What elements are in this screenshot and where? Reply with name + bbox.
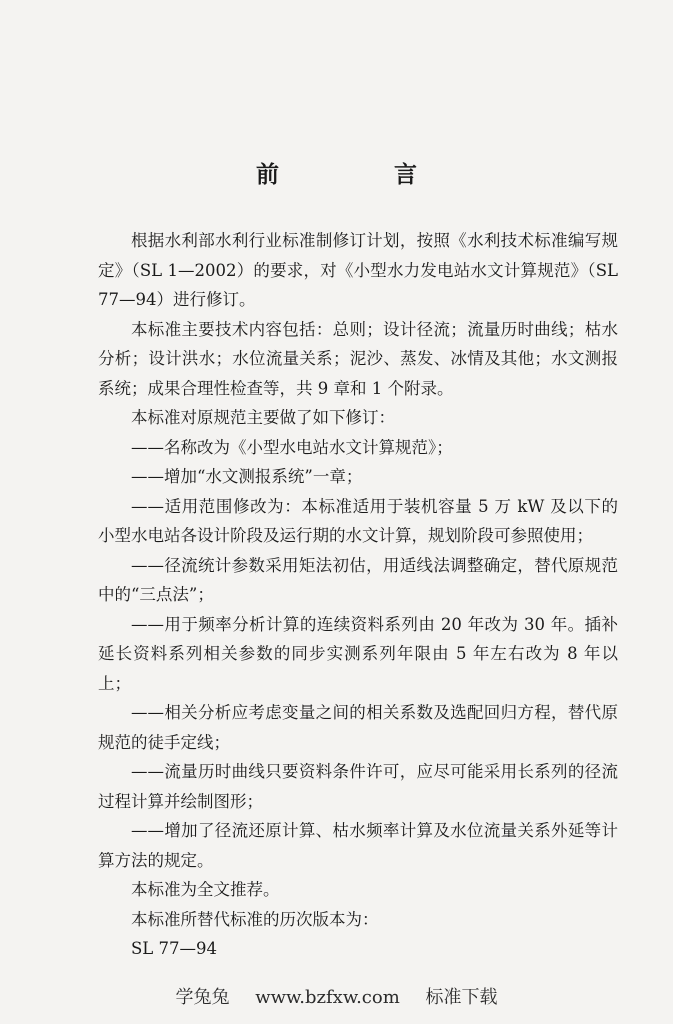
revision-item: ——增加“水文测报系统”一章； [131,467,363,486]
paragraph: 本标准所替代标准的历次版本为： [131,909,379,929]
revision-item: ——名称改为《小型水电站水文计算规范》； [131,437,453,457]
site-name: 学兔兔 [175,987,230,1008]
paragraph: 本标准对原规范主要做了如下修订： [131,408,395,427]
paragraph: 本标准为全文推荐。 [131,880,280,899]
revision-item: ——用于频率分析计算的连续资料系列由 20 年改为 30 年。插补延长资料系列相关参数的同步实测系列年限由 5 年左右改为 8 年以上； [98,614,618,693]
site-slogan: 标准下载 [425,987,498,1008]
paragraph: 根据水利部水利行业标准制修订计划，按照《水利技术标准编写规定》（SL 1—2002）的要求，对《小型水力发电站水文计算规范》（SL 77—94）进行修订。 [98,231,618,309]
revision-item: ——适用范围修改为：本标准适用于装机容量 5 万 kW 及以下的小型水电站各设计阶段及运行期的水文计算，规划阶段可参照使用； [98,496,618,545]
preface-body [98,226,618,964]
paragraph: 本标准主要技术内容包括：总则；设计径流；流量历时曲线；枯水分析；设计洪水；水位流量关系；泥沙、蒸发、冰情及其他；水文测报系统；成果合理性检查等，共 9 章和 1 个附录。 [98,319,618,398]
revision-item: ——径流统计参数采用矩法初估，用适线法调整确定，替代原规范中的“三点法”； [98,555,618,604]
page-title: 前 言 [256,162,463,188]
standard-code: SL 77—94 [131,939,217,958]
site-url[interactable]: www.bzfxw.com [255,987,400,1008]
revision-item: ——相关分析应考虑变量之间的相关系数及选配回归方程，替代原规范的徒手定线； [98,703,618,752]
watermark-footer [0,983,673,1009]
revision-item: ——流量历时曲线只要资料条件许可，应尽可能采用长系列的径流过程计算并绘制图形； [98,762,618,811]
revision-item: ——增加了径流还原计算、枯水频率计算及水位流量关系外延等计算方法的规定。 [98,821,618,870]
